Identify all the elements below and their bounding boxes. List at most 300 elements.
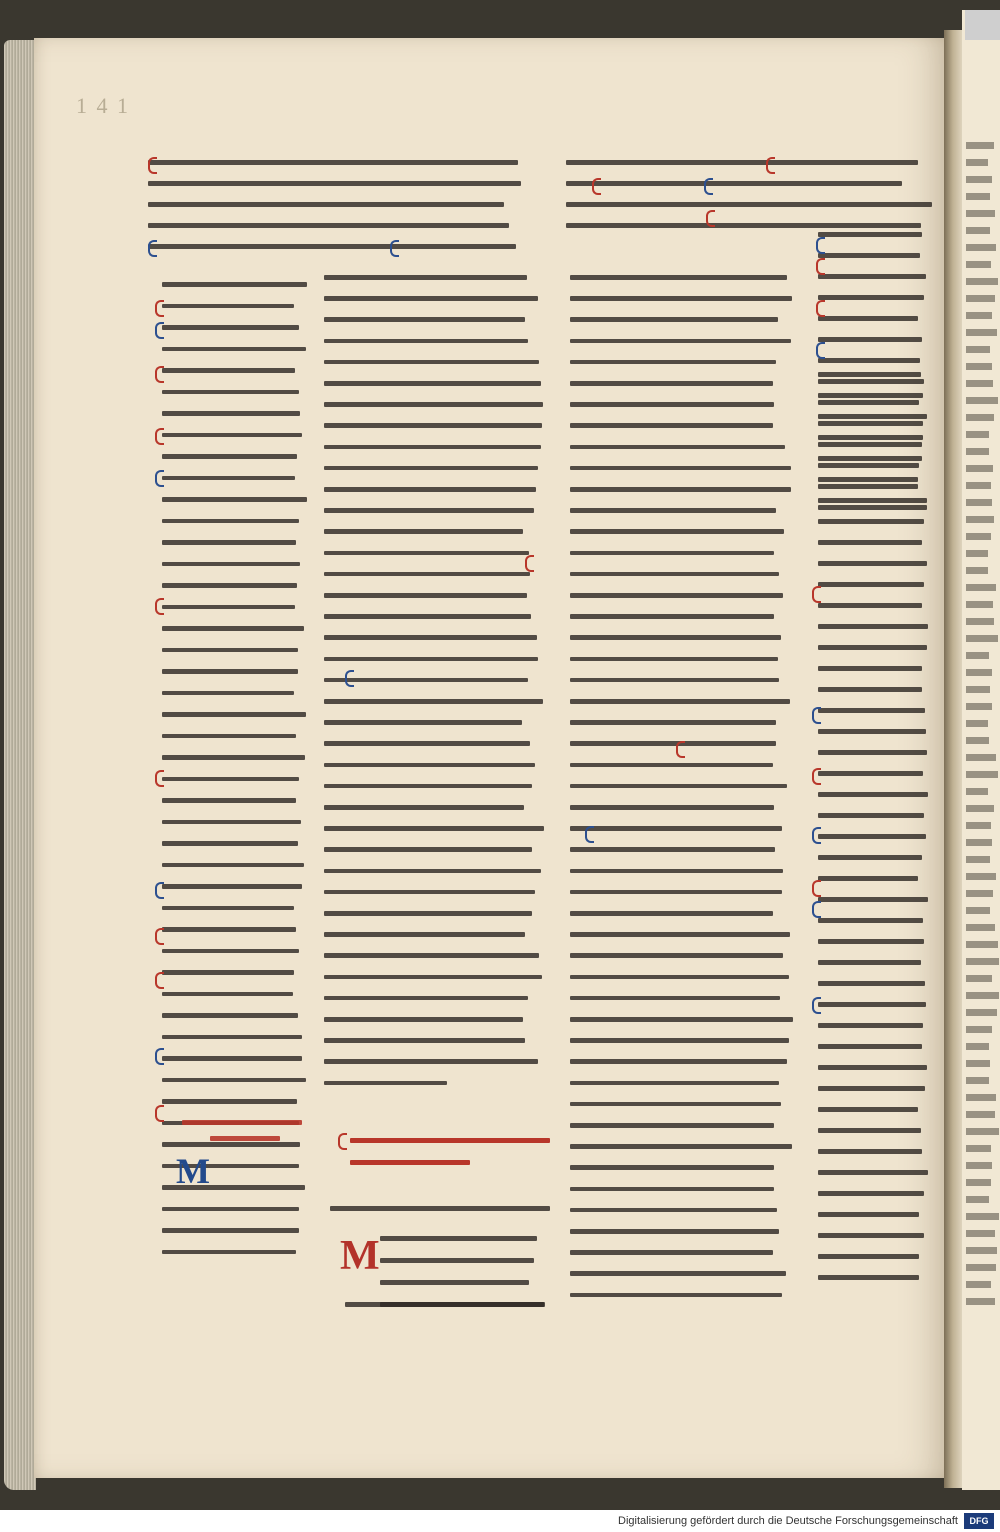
right-page-text-line xyxy=(966,1043,989,1050)
text-line xyxy=(570,1123,774,1128)
text-line xyxy=(818,295,924,300)
text-line xyxy=(818,463,919,468)
text-line xyxy=(566,202,932,207)
text-line xyxy=(162,282,307,287)
right-page-text-line xyxy=(966,601,993,608)
text-line xyxy=(162,712,306,717)
text-line xyxy=(570,466,791,471)
text-line xyxy=(380,1258,534,1263)
right-page-text-line xyxy=(966,329,997,336)
text-line xyxy=(818,456,922,461)
text-line xyxy=(570,593,783,598)
folio-mark: 1 4 1 xyxy=(76,93,130,118)
text-line xyxy=(818,232,922,237)
right-page-text-line xyxy=(966,142,994,149)
text-line xyxy=(324,1038,525,1043)
text-line xyxy=(818,484,918,489)
text-line xyxy=(148,223,509,228)
paragraph-mark-icon xyxy=(155,1048,164,1065)
text-line xyxy=(162,1078,306,1083)
text-line xyxy=(324,529,523,534)
text-line xyxy=(570,1081,779,1086)
text-line xyxy=(818,1149,922,1154)
right-page-text-line xyxy=(966,516,994,523)
text-line xyxy=(566,223,921,228)
text-line xyxy=(818,897,928,902)
text-line xyxy=(818,1170,928,1175)
right-page-text-line xyxy=(966,720,988,727)
blue-initial-letter: M xyxy=(176,1151,210,1191)
text-line xyxy=(162,734,296,739)
text-line xyxy=(818,372,921,377)
right-page-text-line xyxy=(966,686,990,693)
text-line xyxy=(162,820,301,825)
text-line xyxy=(570,1059,787,1064)
text-line xyxy=(818,421,923,426)
text-line xyxy=(570,826,782,831)
text-line xyxy=(324,381,541,386)
paragraph-mark-icon xyxy=(155,1105,164,1122)
text-line xyxy=(162,1035,302,1040)
text-line xyxy=(818,876,918,881)
right-page-text-line xyxy=(966,210,995,217)
text-line xyxy=(162,519,299,524)
text-line xyxy=(324,339,528,344)
right-page-text-line xyxy=(966,176,992,183)
text-line xyxy=(570,317,778,322)
text-line xyxy=(162,605,295,610)
text-line xyxy=(324,699,543,704)
paragraph-mark-icon xyxy=(812,707,821,724)
paragraph-mark-icon xyxy=(155,470,164,487)
right-page-text-line xyxy=(966,431,989,438)
text-line xyxy=(818,1254,919,1259)
text-line xyxy=(162,583,297,588)
text-line xyxy=(162,863,304,868)
text-line xyxy=(324,784,532,789)
right-page-text-line xyxy=(966,550,988,557)
text-line xyxy=(570,869,783,874)
text-line xyxy=(570,1165,774,1170)
text-line xyxy=(570,953,783,958)
paragraph-mark-icon xyxy=(525,555,534,572)
right-page-text-line xyxy=(966,1247,997,1254)
right-page-text-line xyxy=(966,856,990,863)
text-line xyxy=(324,614,531,619)
paragraph-mark-icon xyxy=(345,670,354,687)
text-line xyxy=(818,337,922,342)
paragraph-mark-icon xyxy=(148,240,157,257)
text-line xyxy=(324,741,530,746)
text-line xyxy=(818,624,928,629)
paragraph-mark-icon xyxy=(592,178,601,195)
text-line xyxy=(162,949,299,954)
text-line xyxy=(818,960,921,965)
text-line xyxy=(818,1212,919,1217)
text-line xyxy=(570,763,773,768)
text-line xyxy=(162,390,299,395)
paragraph-mark-icon xyxy=(812,586,821,603)
text-line xyxy=(818,379,924,384)
text-line xyxy=(818,519,924,524)
right-page-text-line xyxy=(966,618,994,625)
text-line xyxy=(566,160,918,165)
text-line xyxy=(570,1017,793,1022)
text-line xyxy=(162,1056,302,1061)
text-line xyxy=(162,368,295,373)
text-line xyxy=(162,992,293,997)
text-line xyxy=(324,1059,538,1064)
text-line xyxy=(818,918,923,923)
text-line xyxy=(570,402,774,407)
paragraph-mark-icon xyxy=(812,880,821,897)
text-line xyxy=(818,274,926,279)
text-line xyxy=(324,423,542,428)
right-page-text-line xyxy=(966,754,996,761)
right-page-text-line xyxy=(966,839,992,846)
text-line xyxy=(162,927,296,932)
right-page-text-line xyxy=(966,1196,989,1203)
text-line xyxy=(818,358,920,363)
text-line xyxy=(324,932,525,937)
right-page-text-line xyxy=(966,1111,995,1118)
right-page-text-line xyxy=(966,1213,999,1220)
text-line xyxy=(162,411,300,416)
text-line xyxy=(324,508,534,513)
right-page-text-line xyxy=(966,159,988,166)
paragraph-mark-icon xyxy=(585,826,594,843)
text-line xyxy=(818,750,927,755)
text-line xyxy=(570,784,787,789)
text-line xyxy=(570,381,773,386)
text-line xyxy=(162,497,307,502)
text-line xyxy=(570,1102,781,1107)
text-line xyxy=(570,275,787,280)
text-line xyxy=(818,414,927,419)
text-line xyxy=(380,1236,537,1241)
right-page-text-line xyxy=(966,584,996,591)
text-line xyxy=(818,1128,921,1133)
text-line xyxy=(162,304,294,309)
right-page-text-line xyxy=(966,533,991,540)
text-line xyxy=(570,890,782,895)
right-page-text-line xyxy=(966,567,988,574)
text-line xyxy=(162,1207,299,1212)
text-line xyxy=(162,777,299,782)
text-line xyxy=(570,360,776,365)
text-line xyxy=(162,626,304,631)
text-line xyxy=(324,890,535,895)
right-page-text-line xyxy=(966,1128,999,1135)
text-line xyxy=(818,708,925,713)
right-page-text-line xyxy=(966,1281,991,1288)
right-page-text-line xyxy=(966,1077,989,1084)
right-page-text-line xyxy=(966,1060,990,1067)
text-line xyxy=(818,1023,923,1028)
text-line xyxy=(380,1280,529,1285)
right-page-text-line xyxy=(966,1162,992,1169)
text-line xyxy=(570,1271,786,1276)
right-page-text-line xyxy=(966,1094,996,1101)
text-line xyxy=(324,551,529,556)
right-page-text-line xyxy=(966,703,992,710)
text-line xyxy=(570,657,778,662)
right-page-edge xyxy=(962,10,1000,1490)
text-line xyxy=(148,181,521,186)
paragraph-mark-icon xyxy=(155,428,164,445)
text-line xyxy=(162,884,302,889)
right-page-text-line xyxy=(966,975,992,982)
right-page-text-line xyxy=(966,1145,991,1152)
text-line xyxy=(324,1017,523,1022)
text-line xyxy=(818,505,927,510)
text-line xyxy=(818,1002,926,1007)
right-page-text-line xyxy=(966,363,992,370)
right-page-text-line xyxy=(966,1179,991,1186)
text-line xyxy=(324,720,522,725)
red-initial-letter: M xyxy=(340,1233,380,1279)
text-line xyxy=(818,1065,927,1070)
text-line xyxy=(818,1044,922,1049)
text-line xyxy=(570,699,790,704)
text-line xyxy=(570,296,792,301)
right-page-text-line xyxy=(966,771,998,778)
text-line xyxy=(162,906,294,911)
text-line xyxy=(162,970,294,975)
text-line xyxy=(818,316,918,321)
text-line xyxy=(324,466,538,471)
right-page-text-line xyxy=(966,941,998,948)
right-page-text-line xyxy=(966,312,992,319)
text-line xyxy=(818,645,927,650)
text-line xyxy=(324,296,538,301)
paragraph-mark-icon xyxy=(155,972,164,989)
paragraph-mark-icon xyxy=(812,827,821,844)
text-line xyxy=(818,393,923,398)
text-line xyxy=(818,792,928,797)
text-line xyxy=(162,1142,300,1147)
right-page-text-line xyxy=(966,907,990,914)
text-line xyxy=(324,678,528,683)
text-line xyxy=(570,551,774,556)
right-page-text-line xyxy=(966,414,994,421)
text-line xyxy=(570,508,776,513)
right-page-text-line xyxy=(966,1026,992,1033)
paragraph-mark-icon xyxy=(766,157,775,174)
text-line xyxy=(324,275,527,280)
text-line xyxy=(570,720,776,725)
paragraph-mark-icon xyxy=(816,258,825,275)
right-page-text-line xyxy=(966,958,999,965)
text-line xyxy=(162,476,295,481)
text-line xyxy=(162,841,298,846)
text-line xyxy=(162,347,306,352)
text-line xyxy=(324,487,536,492)
text-line xyxy=(570,1229,779,1234)
text-line xyxy=(162,691,294,696)
right-page-text-line xyxy=(966,261,991,268)
page-edges-left xyxy=(4,40,36,1490)
text-line xyxy=(570,678,779,683)
text-line xyxy=(324,826,544,831)
text-line xyxy=(324,317,525,322)
rubric-line xyxy=(350,1138,550,1143)
text-line xyxy=(818,855,922,860)
text-line xyxy=(324,869,541,874)
text-line xyxy=(570,614,774,619)
text-line xyxy=(818,582,924,587)
text-line xyxy=(570,423,773,428)
right-page-text-line xyxy=(966,465,993,472)
text-line xyxy=(148,160,518,165)
right-page-text-line xyxy=(966,992,999,999)
text-line xyxy=(818,729,926,734)
right-page-text-line xyxy=(966,822,991,829)
right-page-text-line xyxy=(966,346,990,353)
text-line xyxy=(324,1081,447,1086)
paragraph-mark-icon xyxy=(148,157,157,174)
text-line xyxy=(818,1107,918,1112)
text-line xyxy=(570,529,784,534)
text-line xyxy=(345,1302,545,1307)
text-line xyxy=(570,1293,782,1298)
paragraph-mark-icon xyxy=(390,240,399,257)
text-line xyxy=(818,400,919,405)
text-line xyxy=(570,741,776,746)
text-line xyxy=(570,847,775,852)
text-line xyxy=(818,603,922,608)
text-line xyxy=(324,763,535,768)
text-line xyxy=(570,572,779,577)
text-line xyxy=(162,648,298,653)
paragraph-mark-icon xyxy=(155,770,164,787)
paragraph-mark-icon xyxy=(706,210,715,227)
text-line xyxy=(570,932,790,937)
color-card xyxy=(965,10,1000,40)
text-line xyxy=(818,939,924,944)
paragraph-mark-icon xyxy=(812,768,821,785)
rubric-line xyxy=(350,1160,470,1165)
text-line xyxy=(324,847,532,852)
text-line xyxy=(162,755,305,760)
dfg-logo: DFG xyxy=(964,1513,994,1529)
text-line xyxy=(162,540,296,545)
paragraph-mark-icon xyxy=(155,598,164,615)
right-page-text-line xyxy=(966,652,989,659)
text-line xyxy=(324,657,538,662)
text-line xyxy=(182,1120,302,1125)
right-page-text-line xyxy=(966,890,993,897)
text-line xyxy=(570,1208,777,1213)
right-page-text-line xyxy=(966,788,988,795)
right-page-text-line xyxy=(966,380,993,387)
text-line xyxy=(566,181,902,186)
text-line xyxy=(330,1206,550,1211)
text-line xyxy=(818,561,927,566)
right-page-text-line xyxy=(966,499,992,506)
text-line xyxy=(818,813,924,818)
text-line xyxy=(162,798,296,803)
paragraph-mark-icon xyxy=(676,741,685,758)
text-line xyxy=(162,433,302,438)
paragraph-mark-icon xyxy=(812,997,821,1014)
text-line xyxy=(148,244,516,249)
text-line xyxy=(818,666,922,671)
text-line xyxy=(818,442,922,447)
right-page-text-line xyxy=(966,737,989,744)
text-line xyxy=(570,996,780,1001)
text-line xyxy=(324,911,532,916)
right-page-text-line xyxy=(966,193,990,200)
right-page-text-line xyxy=(966,1298,995,1305)
text-line xyxy=(162,1013,298,1018)
text-line xyxy=(818,253,920,258)
text-line xyxy=(324,805,524,810)
right-page-text-line xyxy=(966,669,992,676)
right-page-text-line xyxy=(966,635,998,642)
text-line xyxy=(210,1136,280,1141)
text-line xyxy=(570,445,785,450)
text-line xyxy=(818,771,923,776)
text-line xyxy=(324,445,541,450)
paragraph-mark-icon xyxy=(338,1133,347,1150)
text-line xyxy=(324,593,527,598)
text-line xyxy=(324,975,542,980)
text-line xyxy=(324,635,537,640)
right-page-text-line xyxy=(966,278,998,285)
text-line xyxy=(818,540,922,545)
text-line xyxy=(162,1228,299,1233)
text-line xyxy=(818,687,922,692)
text-line xyxy=(570,1038,789,1043)
text-line xyxy=(570,1187,774,1192)
text-line xyxy=(570,339,791,344)
text-line xyxy=(570,635,781,640)
right-page-text-line xyxy=(966,448,989,455)
footer-bar xyxy=(0,1510,1000,1532)
text-line xyxy=(162,1099,297,1104)
text-line xyxy=(162,1250,296,1255)
text-line xyxy=(324,572,530,577)
text-line xyxy=(162,669,298,674)
text-line xyxy=(162,454,297,459)
text-line xyxy=(818,834,926,839)
right-page-text-line xyxy=(966,482,991,489)
text-line xyxy=(570,1144,792,1149)
paragraph-mark-icon xyxy=(816,300,825,317)
text-line xyxy=(570,911,773,916)
right-page-text-line xyxy=(966,1230,995,1237)
text-line xyxy=(324,953,539,958)
paragraph-mark-icon xyxy=(816,342,825,359)
text-line xyxy=(570,487,791,492)
text-line xyxy=(818,1275,919,1280)
right-page-text-line xyxy=(966,244,996,251)
paragraph-mark-icon xyxy=(816,237,825,254)
right-page-text-line xyxy=(966,873,996,880)
paragraph-mark-icon xyxy=(155,322,164,339)
right-page-text-line xyxy=(966,227,990,234)
right-page-text-line xyxy=(966,805,994,812)
text-line xyxy=(818,498,927,503)
text-line xyxy=(324,360,539,365)
text-line xyxy=(818,981,925,986)
paragraph-mark-icon xyxy=(155,300,164,317)
text-line xyxy=(162,562,300,567)
text-line xyxy=(818,1233,924,1238)
text-line xyxy=(818,1191,924,1196)
footer-credit: Digitalisierung gefördert durch die Deutsche Forschungsgemeinschaft xyxy=(618,1515,958,1527)
